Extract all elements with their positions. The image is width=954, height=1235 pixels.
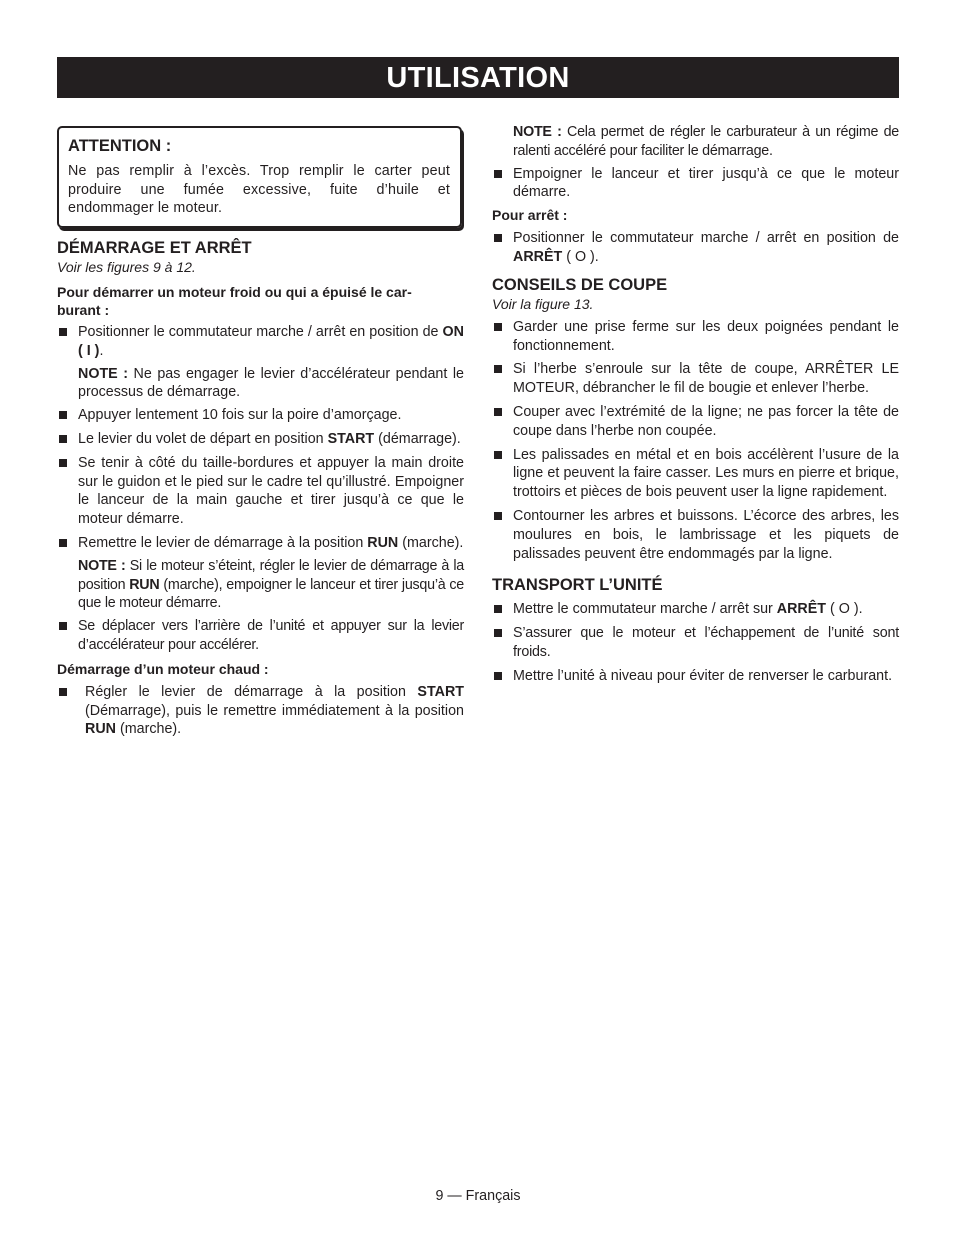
bullet-icon	[59, 539, 67, 547]
note-restart	[57, 557, 464, 613]
item-bold: RUN	[367, 534, 399, 551]
bullet-icon	[494, 408, 502, 416]
bullet-icon	[59, 688, 67, 696]
conseils-heading: CONSEILS DE COUPE	[492, 275, 668, 294]
item-text: Appuyer lentement 10 fois sur la poire d’amorçage.	[78, 407, 402, 424]
bullet-icon	[59, 459, 67, 467]
conseils-figure-ref: Voir la figure 13.	[492, 295, 594, 312]
item-text: Le levier du volet de départ en position	[78, 430, 328, 447]
item-text-end: (démarrage).	[374, 430, 461, 447]
note-label: NOTE :	[513, 124, 562, 140]
item-text: Mettre l’unité à niveau pour éviter de renverser le carburant.	[513, 667, 893, 684]
demarrage-figure-ref: Voir les figures 9 à 12.	[57, 259, 196, 275]
stop-lead: Pour arrêt :	[492, 207, 568, 224]
list-item	[57, 617, 464, 655]
list-item	[492, 318, 899, 356]
item-bold: START	[417, 683, 464, 700]
item-bold: ARRÊT	[776, 601, 827, 618]
item-text: (Démarrage), puis le remettre immédiatement à la position	[85, 702, 464, 719]
item-text: Positionner le commutateur marche / arrêt en position de	[78, 324, 443, 340]
bullet-icon	[494, 323, 502, 331]
item-text-end: .	[99, 342, 104, 359]
item-text-end: ( O ).	[826, 601, 863, 618]
cold-start-lead-line1: Pour démarrer un moteur froid ou qui a épuisé le car-	[57, 284, 412, 300]
note-text: Ne pas engager le levier d’accélérateur pendant le processus de démarrage.	[78, 365, 464, 401]
bullet-icon	[494, 234, 502, 242]
note-bold: RUN	[129, 576, 160, 593]
item-bold: START	[327, 430, 375, 447]
bullet-icon	[494, 672, 502, 680]
bullet-icon	[59, 411, 67, 419]
bullet-icon	[494, 365, 502, 373]
attention-text: Ne pas remplir à l’excès. Trop remplir le carter peut produire une fumée excessive, fuite d’huile et endommager le moteur.	[68, 163, 450, 216]
list-item	[492, 165, 899, 203]
list-item	[57, 323, 464, 361]
note-label: NOTE :	[78, 365, 129, 382]
item-text: Remettre le levier de démarrage à la position	[78, 534, 368, 551]
bullet-icon	[494, 512, 502, 520]
left-column	[57, 126, 464, 739]
item-text: Les palissades en métal et en bois accélèrent l’usure de la ligne et peuvent la faire casser. Les murs en pierre et brique, trottoirs et pièces de bois peuvent user la ligne rapidement.	[513, 446, 899, 501]
item-bold: RUN	[85, 721, 116, 738]
list-item	[57, 454, 464, 529]
item-text: Régler le levier de démarrage à la position	[85, 683, 418, 700]
bullet-icon	[59, 622, 67, 630]
bullet-icon	[494, 170, 502, 178]
page-footer: 9 — Français	[435, 1188, 521, 1204]
item-text: Empoigner le lanceur et tirer jusqu’à ce que le moteur démarre.	[513, 165, 899, 201]
list-item	[57, 683, 464, 739]
bullet-icon	[494, 605, 502, 613]
note-text: Cela permet de régler le carburateur à un régime de ralenti accéléré pour faciliter le démarrage.	[513, 124, 899, 159]
item-bold: ON ( I )	[78, 324, 464, 359]
demarrage-heading: DÉMARRAGE ET ARRÊT	[57, 239, 252, 257]
list-item	[492, 600, 899, 619]
right-column	[492, 123, 899, 686]
cold-start-lead	[57, 283, 464, 319]
note-carburetor	[492, 123, 899, 161]
item-text: Si l’herbe s’enroule sur la tête de coupe, ARRÊTER LE MOTEUR, débrancher le fil de bougie et enlever l’herbe.	[513, 361, 899, 397]
list-item	[492, 667, 899, 686]
item-text-end: (marche).	[115, 721, 182, 738]
item-text: Positionner le commutateur marche / arrêt en position de	[513, 230, 899, 247]
transport-heading: TRANSPORT L’UNITÉ	[492, 576, 663, 595]
note-label: NOTE :	[78, 557, 126, 574]
list-item	[492, 229, 899, 267]
list-item	[57, 534, 464, 553]
list-item	[492, 507, 899, 563]
bullet-icon	[59, 328, 67, 336]
list-item	[492, 403, 899, 441]
list-item	[492, 446, 899, 502]
attention-box	[57, 126, 462, 228]
item-text: Se déplacer vers l’arrière de l’unité et appuyer sur la levier d’accélérateur pour accélérer.	[78, 618, 464, 653]
list-item	[57, 406, 464, 425]
list-item	[492, 624, 899, 662]
item-text: Contourner les arbres et buissons. L’écorce des arbres, les moulures en bois, le lambrissage et les piquets de palissades peuvent être endommagés par la ligne.	[513, 507, 899, 562]
item-bold: ARRÊT	[513, 248, 563, 265]
list-item	[57, 430, 464, 449]
note-engage	[57, 365, 464, 403]
cold-start-lead-line2: burant :	[57, 302, 110, 318]
bullet-icon	[494, 629, 502, 637]
page-title: UTILISATION	[57, 57, 899, 98]
item-text: S’assurer que le moteur et l’échappement de l’unité sont froids.	[513, 625, 899, 660]
bullet-icon	[59, 435, 67, 443]
bullet-icon	[494, 451, 502, 459]
item-text: Couper avec l’extrémité de la ligne; ne pas forcer la tête de coupe dans l’herbe non coupée.	[513, 403, 899, 439]
note-text: Si le moteur s’éteint, régler le levier de démarrage à la position	[78, 557, 465, 593]
hot-start-lead: Démarrage d’un moteur chaud :	[57, 660, 269, 677]
note-text-end: (marche), empoigner le lanceur et tirer jusqu’à ce que le moteur démarre.	[78, 576, 464, 612]
item-text-end: (marche).	[398, 534, 464, 551]
item-text: Se tenir à côté du taille-bordures et appuyer la main droite sur le guidon et le pied sur le cadre tel qu’illustré. Empoigner le lanceur de la main gauche et tirer jusqu’à ce que le moteur démarre.	[78, 454, 464, 528]
item-text: Mettre le commutateur marche / arrêt sur	[513, 601, 777, 618]
item-text: Garder une prise ferme sur les deux poignées pendant le fonctionnement.	[513, 318, 899, 354]
attention-heading: ATTENTION :	[68, 137, 172, 155]
list-item	[492, 360, 899, 398]
item-text-end: ( O ).	[562, 248, 599, 265]
